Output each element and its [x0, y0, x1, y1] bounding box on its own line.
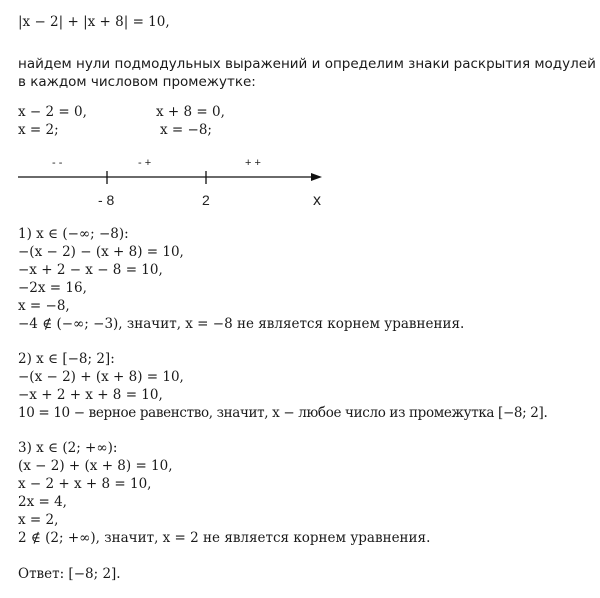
sign-interval-1: - - [52, 157, 63, 169]
case-1-header: 1) x ∈ (−∞; −8): [18, 226, 129, 242]
case-1-line-1: −(x − 2) − (x + 8) = 10, [18, 244, 184, 260]
case-2-header: 2) x ∈ [−8; 2]: [18, 351, 115, 367]
case-3-line-2: x − 2 + x + 8 = 10, [18, 476, 152, 492]
answer: Ответ: [−8; 2]. [18, 566, 121, 582]
equation: |x − 2| + |x + 8| = 10, [18, 14, 170, 30]
point-label-minus-8: - 8 [98, 192, 115, 208]
case-2-line-2: −x + 2 + x + 8 = 10, [18, 387, 163, 403]
arrow-head-icon [311, 173, 322, 181]
sign-interval-3: + + [245, 157, 261, 169]
intro-line-1: найдем нули подмодульных выражений и определим знаки раскрытия модулей [18, 56, 596, 72]
case-3-line-4: x = 2, [18, 512, 59, 528]
case-1-line-4: x = −8, [18, 298, 70, 314]
case-3-line-3: 2x = 4, [18, 494, 67, 510]
zero-right-sol: x = −8; [160, 122, 212, 138]
case-3-line-1: (x − 2) + (x + 8) = 10, [18, 458, 173, 474]
zero-right-eq: x + 8 = 0, [156, 104, 225, 120]
case-1-line-5: −4 ∉ (−∞; −3), значит, x = −8 не является корнем уравнения. [18, 316, 465, 332]
axis-label-x: x [313, 192, 321, 209]
intro-line-2: в каждом числовом промежутке: [18, 74, 256, 90]
case-2-line-1: −(x − 2) + (x + 8) = 10, [18, 369, 184, 385]
zero-left-eq: x − 2 = 0, [18, 104, 87, 120]
point-label-2: 2 [202, 192, 210, 208]
sign-interval-2: - + [138, 157, 152, 169]
case-3-line-5: 2 ∉ (2; +∞), значит, x = 2 не является корнем уравнения. [18, 530, 431, 546]
zero-left-sol: x = 2; [18, 122, 59, 138]
case-1-line-3: −2x = 16, [18, 280, 87, 296]
case-3-header: 3) x ∈ (2; +∞): [18, 440, 118, 456]
case-1-line-2: −x + 2 − x − 8 = 10, [18, 262, 163, 278]
case-2-line-3: 10 = 10 − верное равенство, значит, x − любое число из промежутка [−8; 2]. [18, 405, 548, 421]
